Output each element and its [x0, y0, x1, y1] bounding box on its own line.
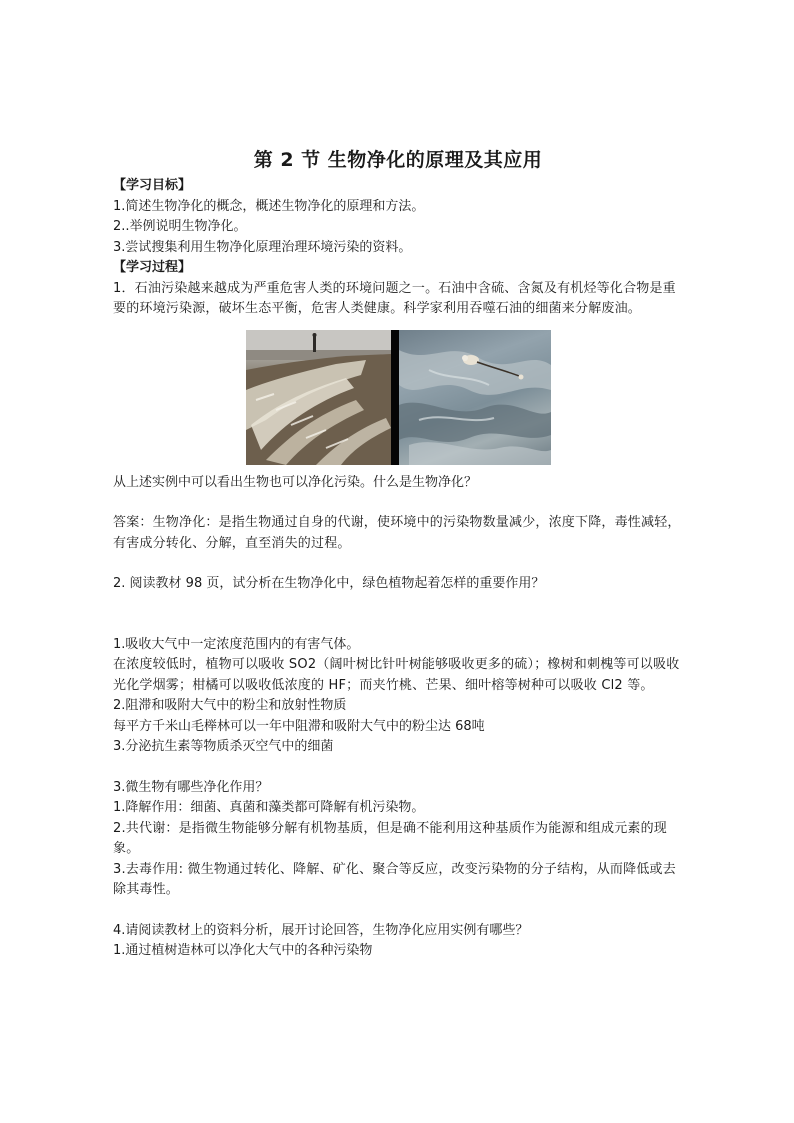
spacer: [113, 758, 683, 778]
plant-role-1: 1.吸收大气中一定浓度范围内的有害气体。: [113, 636, 360, 652]
page-title: 第 2 节 生物净化的原理及其应用: [253, 149, 543, 171]
microbe-role-2: 2.共代谢：是指微生物能够分解有机物基质，但是确不能利用这种基质作为能源和组成元素的现象。: [113, 820, 668, 856]
plant-role-1-detail: 在浓度较低时，植物可以吸收 SO2（阔叶树比针叶树能够吸收更多的硫）；橡树和刺槐等可以吸收光化学烟雾；柑橘可以吸收低浓度的 HF；而夹竹桃、芒果、细叶榕等树种可以吸收 Cl2 等。: [113, 657, 680, 693]
answer-1: 答案：生物净化：是指生物通过自身的代谢，使环境中的污染物数量减少，浓度下降，毒性减轻，有害成分转化、分解，直至消失的过程。: [113, 515, 681, 551]
question-3: 3.微生物有哪些净化作用？: [113, 779, 269, 795]
dead-fish-shore-photo: [246, 330, 391, 465]
spacer: [113, 493, 683, 513]
application-1: 1.通过植树造林可以净化大气中的各种污染物: [113, 943, 373, 958]
objective-item-2: 2..举例说明生物净化。: [113, 219, 247, 234]
question-4: 4.请阅读教材上的资料分析，展开讨论回答，生物净化应用实例有哪些？: [113, 922, 529, 938]
oil-slick-image: [399, 330, 551, 465]
spacer: [113, 901, 683, 921]
objective-item-1: 1.简述生物净化的概念，概述生物净化的原理和方法。: [113, 198, 425, 214]
microbe-role-1: 1.降解作用：细菌、真菌和藻类都可降解有机污染物。: [113, 800, 425, 815]
plant-role-2: 2.阻滞和吸附大气中的粉尘和放射性物质: [113, 698, 347, 713]
dead-fish-shore-image: [246, 330, 391, 465]
question-2: 2. 阅读教材 98 页，试分析在生物净化中，绿色植物起着怎样的重要作用？: [113, 576, 545, 591]
question-1-follow-up: 从上述实例中可以看出生物也可以净化污染。什么是生物净化？: [113, 474, 478, 490]
oil-pollution-figure: [113, 330, 683, 465]
spacer: [113, 554, 683, 574]
question-1: 1．石油污染越来越成为严重危害人类的环境问题之一。石油中含硫、含氮及有机烃等化合物是重要的环境污染源，破坏生态平衡，危害人类健康。科学家利用吞噬石油的细菌来分解废油。: [113, 280, 676, 316]
photo-divider: [391, 330, 399, 465]
document-page: [113, 148, 683, 962]
oil-slick-photo: [399, 330, 551, 465]
plant-role-2-detail: 每平方千米山毛榉林可以一年中阻滞和吸附大气中的粉尘达 68吨: [113, 718, 485, 734]
plant-role-3: 3.分泌抗生素等物质杀灭空气中的细菌: [113, 739, 334, 754]
spacer: [113, 595, 683, 635]
process-heading: 【学习过程】: [113, 260, 192, 275]
objectives-heading: 【学习目标】: [113, 178, 192, 193]
objective-item-3: 3.尝试搜集利用生物净化原理治理环境污染的资料。: [113, 239, 412, 255]
microbe-role-3: 3.去毒作用: 微生物通过转化、降解、矿化、聚合等反应，改变污染物的分子结构，从而降低或去除其毒性。: [113, 861, 676, 897]
